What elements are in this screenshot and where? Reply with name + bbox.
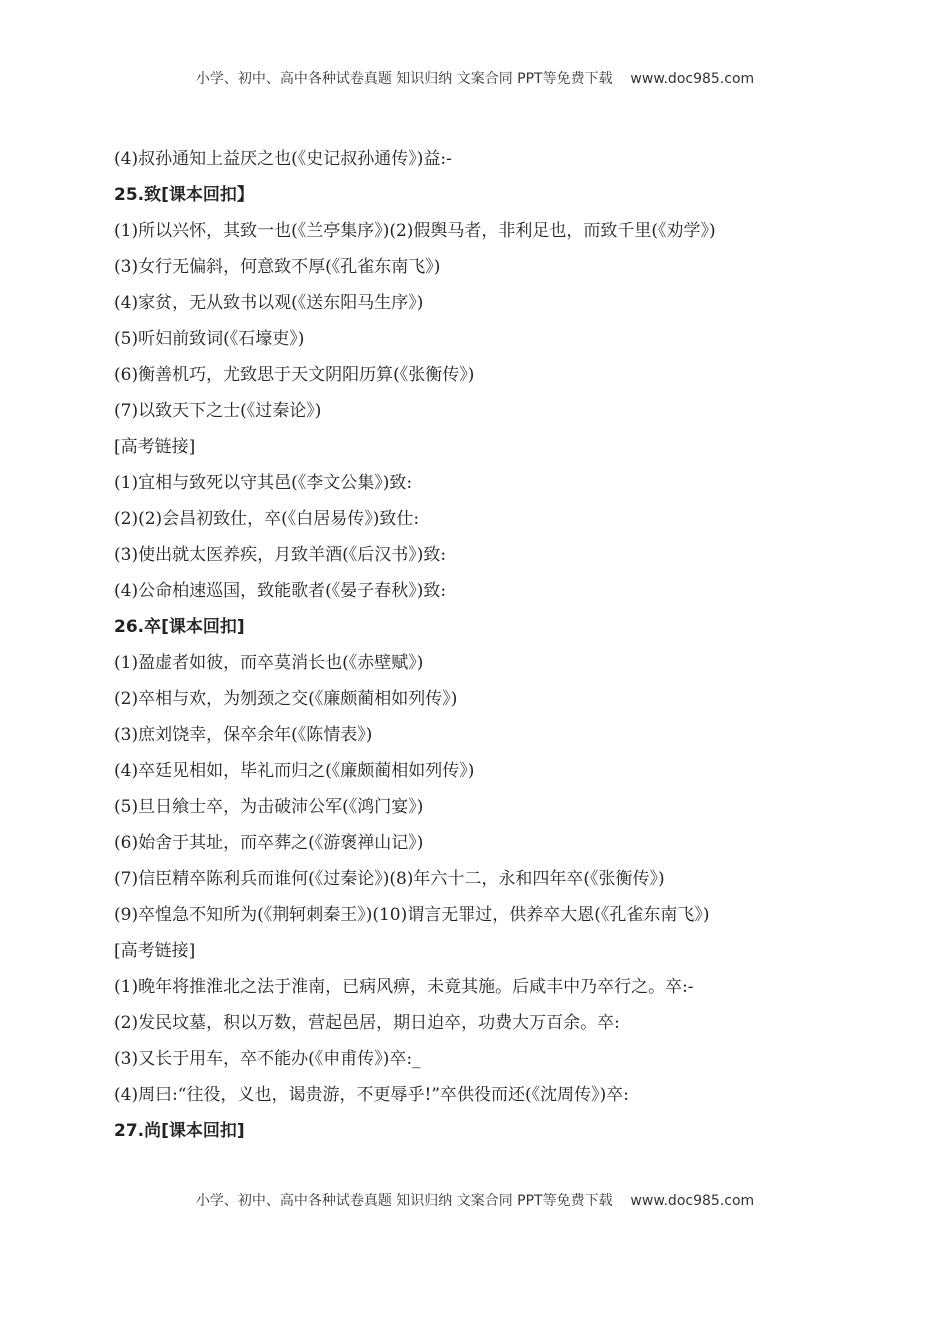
subsection-label: [高考链接] [114, 941, 196, 961]
text-line: (3)女行无偏斜，何意致不厚(《孔雀东南飞》) [114, 257, 441, 277]
document-body [114, 141, 844, 1149]
text-line: (6)始舍于其址，而卒葬之(《游褒禅山记》) [114, 833, 424, 853]
section-heading: 26.卒[课本回扣] [114, 617, 245, 637]
text-line: (6)衡善机巧，尤致思于天文阴阳历算(《张衡传》) [114, 365, 475, 385]
text-line: (5)旦日飨士卒，为击破沛公军(《鸿门宴》) [114, 797, 424, 817]
text-line: (2)(2)会昌初致仕，卒(《白居易传》)致仕: [114, 509, 420, 529]
text-line: (4)周曰:“往役，义也，谒贵游，不更辱乎!”卒供役而还(《沈周传》)卒: [114, 1085, 630, 1105]
text-line: (1)所以兴怀，其致一也(《兰亭集序》)(2)假舆马者，非利足也，而致千里(《劝学》) [114, 221, 716, 241]
text-line: (4)叔孙通知上益厌之也(《史记叔孙通传》)益:- [114, 149, 452, 169]
page-header: 小学、初中、高中各种试卷真题 知识归纳 文案合同 PPT等免费下载 www.doc985.com [195, 71, 755, 87]
text-line: (4)卒廷见相如，毕礼而归之(《廉颇蔺相如列传》) [114, 761, 475, 781]
subsection-label: [高考链接] [114, 437, 196, 457]
section-heading: 27.尚[课本回扣] [114, 1121, 245, 1141]
page-footer: 小学、初中、高中各种试卷真题 知识归纳 文案合同 PPT等免费下载 www.doc985.com [195, 1193, 755, 1209]
section-heading: 25.致[课本回扣】 [114, 185, 254, 205]
text-line: (7)信臣精卒陈利兵而谁何(《过秦论》)(8)年六十二，永和四年卒(《张衡传》) [114, 869, 665, 889]
text-line: (3)庶刘饶幸，保卒余年(《陈情表》) [114, 725, 373, 745]
text-line: (1)晚年将推淮北之法于淮南，已病风痹，未竟其施。后咸丰中乃卒行之。卒:- [114, 977, 694, 997]
text-line: (4)公命柏速巡国，致能歌者(《晏子春秋》)致: [114, 581, 447, 601]
text-line: (3)又长于用车，卒不能办(《申甫传》)卒:_ [114, 1049, 421, 1069]
text-line: (7)以致天下之士(《过秦论》) [114, 401, 322, 421]
text-line: (5)听妇前致词(《石壕吏》) [114, 329, 305, 349]
text-line: (9)卒惶急不知所为(《荆轲刺秦王》)(10)谓言无罪过，供养卒大恩(《孔雀东南飞》) [114, 905, 710, 925]
text-line: (1)盈虚者如彼，而卒莫消长也(《赤壁赋》) [114, 653, 424, 673]
text-line: (2)卒相与欢，为刎颈之交(《廉颇蔺相如列传》) [114, 689, 458, 709]
text-line: (1)宜相与致死以守其邑(《李文公集》)致: [114, 473, 413, 493]
text-line: (4)家贫，无从致书以观(《送东阳马生序》) [114, 293, 424, 313]
text-line: (2)发民坟墓，积以万数，营起邑居，期日迫卒，功费大万百余。卒: [114, 1013, 620, 1033]
text-line: (3)使出就太医养疾，月致羊酒(《后汉书》)致: [114, 545, 447, 565]
